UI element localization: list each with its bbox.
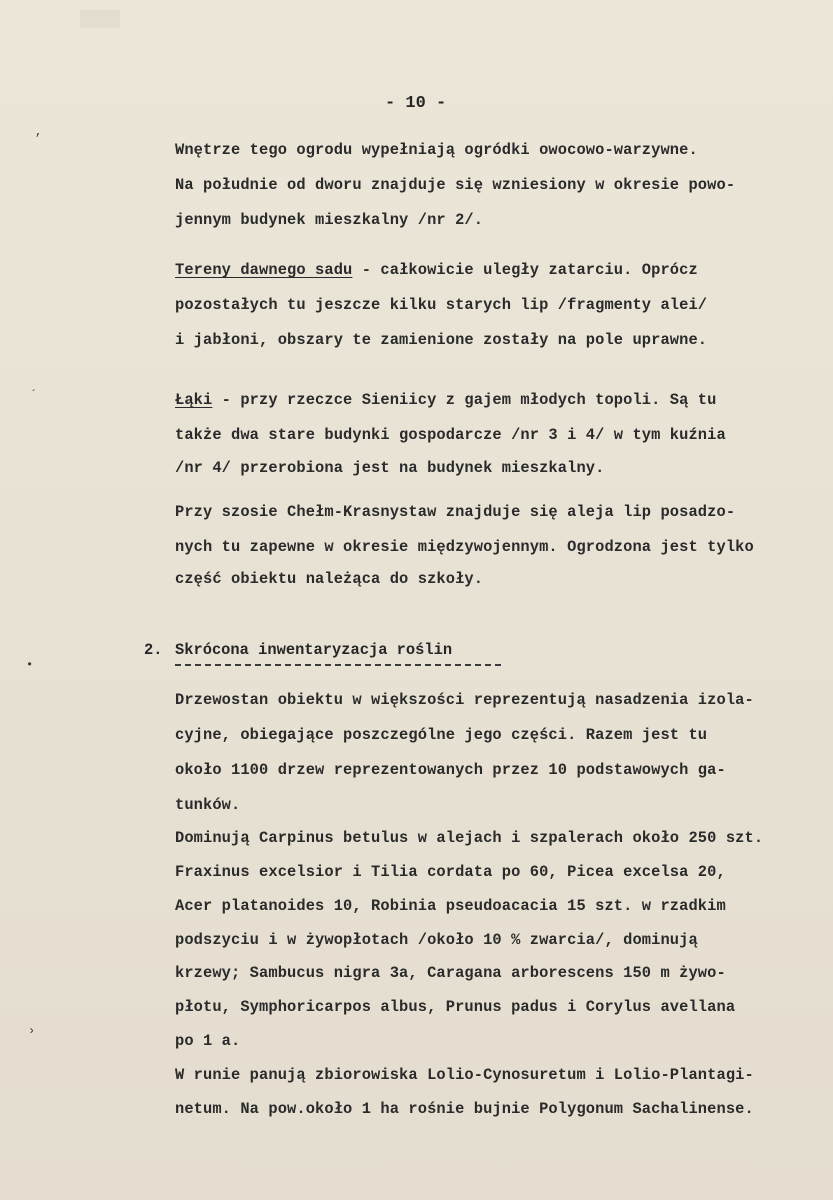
text-line: jennym budynek mieszkalny /nr 2/. [175,211,484,229]
text-line: Drzewostan obiektu w większości reprezentują nasadzenia izola- [175,691,754,709]
underlined-lead: Tereny dawnego sadu [175,261,353,279]
margin-mark: • [26,658,34,672]
text-line: i jabłoni, obszary te zamienione zostały na pole uprawne. [175,331,708,349]
text-line: około 1100 drzew reprezentowanych przez 10 podstawowych ga- [175,761,726,779]
text-line-rest: - całkowicie uległy zatarciu. Oprócz [352,261,698,279]
text-line: krzewy; Sambucus nigra 3a, Caragana arborescens 150 m żywo- [175,964,726,982]
text-line: pozostałych tu jeszcze kilku starych lip /fragmenty alei/ [175,296,708,314]
text-line: nych tu zapewne w okresie międzywojennym. Ogrodzona jest tylko [175,538,754,556]
margin-mark: ´ [30,388,38,402]
heading-underline [175,664,501,666]
text-line: płotu, Symphoricarpos albus, Prunus padus i Corylus avellana [175,998,736,1016]
text-line: Wnętrze tego ogrodu wypełniają ogródki owocowo-warzywne. [175,141,698,159]
text-line: tunków. [175,796,241,814]
text-line: także dwa stare budynki gospodarcze /nr 3 i 4/ w tym kuźnia [175,426,726,444]
section-number: 2. [144,641,163,659]
page-number: - 10 - [385,94,447,113]
text-line [175,390,716,410]
margin-mark: , [35,125,43,139]
text-line: Na południe od dworu znajduje się wzniesiony w okresie powo- [175,176,736,194]
text-line: cyjne, obiegające poszczególne jego części. Razem jest tu [175,726,708,744]
text-line-rest: - przy rzeczce Sieniicy z gajem młodych topoli. Są tu [212,391,717,409]
text-line: netum. Na pow.około 1 ha rośnie bujnie Polygonum Sachalinense. [175,1100,754,1118]
text-line: W runie panują zbiorowiska Lolio-Cynosuretum i Lolio-Plantagi- [175,1066,754,1084]
text-line: Dominują Carpinus betulus w alejach i szpalerach około 250 szt. [175,829,764,847]
text-line: podszyciu i w żywopłotach /około 10 % zwarcia/, dominują [175,931,698,949]
text-line: Acer platanoides 10, Robinia pseudoacacia 15 szt. w rzadkim [175,897,726,915]
section-title: Skrócona inwentaryzacja roślin [175,641,453,659]
underlined-lead: Łąki [175,391,213,409]
text-line: Fraxinus excelsior i Tilia cordata po 60, Picea excelsa 20, [175,863,726,881]
text-line: Przy szosie Chełm-Krasnystaw znajduje się aleja lip posadzo- [175,503,736,521]
text-line: po 1 a. [175,1032,241,1050]
margin-mark: › [28,1024,36,1038]
paper-smudge [80,10,120,28]
text-line: /nr 4/ przerobiona jest na budynek mieszkalny. [175,459,605,477]
text-line [175,260,698,280]
text-line: część obiektu należąca do szkoły. [175,570,484,588]
